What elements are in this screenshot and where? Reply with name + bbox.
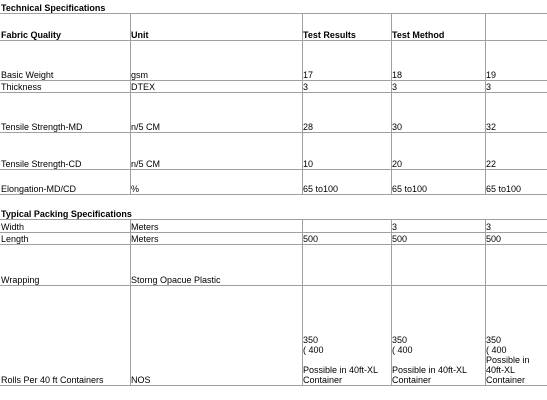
header-unit: Unit (131, 30, 149, 40)
header-empty (485, 13, 547, 40)
row-unit: NOS (131, 375, 151, 385)
grid-line (130, 244, 131, 285)
grid-line (302, 285, 303, 385)
row-value: 3 (392, 222, 398, 232)
row-value: 500 (392, 234, 408, 244)
grid-line (130, 40, 131, 80)
grid-line (130, 169, 131, 194)
grid-line (302, 219, 303, 232)
grid-line (391, 40, 392, 80)
row-value: 10 (303, 159, 314, 169)
grid-line (391, 80, 392, 92)
section-title-packing: Typical Packing Specifications (1, 209, 132, 219)
header-test-results: Test Results (303, 30, 356, 40)
grid-line (391, 132, 392, 169)
grid-line (485, 13, 486, 40)
grid-line (302, 132, 303, 169)
row-value: 3 (486, 222, 492, 232)
header-test-method: Test Method (392, 30, 445, 40)
grid-line (302, 40, 303, 80)
grid-line (485, 285, 486, 385)
row-value: 18 (392, 70, 403, 80)
grid-line (302, 13, 303, 40)
section-title-technical: Technical Specifications (1, 3, 106, 13)
grid-line (391, 244, 392, 285)
row-value (302, 219, 391, 232)
row-unit: gsm (131, 70, 149, 80)
grid-line (391, 169, 392, 194)
grid-line (130, 285, 131, 385)
row-label: Width (1, 222, 25, 232)
grid-line (130, 132, 131, 169)
grid-line (485, 40, 486, 80)
row-label: Length (1, 234, 29, 244)
grid-line (485, 80, 486, 92)
row-label: Elongation-MD/CD (1, 184, 77, 194)
grid-line (130, 92, 131, 132)
grid-line (130, 80, 131, 92)
row-label: Thickness (1, 82, 42, 92)
row-unit: DTEX (131, 82, 156, 92)
grid-line (302, 232, 303, 244)
row-value: 32 (486, 122, 497, 132)
row-value (485, 244, 547, 285)
row-label: Tensile Strength-MD (1, 122, 83, 132)
row-value: 500 (303, 234, 319, 244)
grid-line (485, 132, 486, 169)
row-unit: Meters (131, 222, 159, 232)
grid-line (391, 13, 392, 40)
grid-line (485, 169, 486, 194)
row-value: 30 (392, 122, 403, 132)
row-unit: n/5 CM (131, 122, 161, 132)
header-fabric-quality: Fabric Quality (1, 30, 62, 40)
row-unit: Meters (131, 234, 159, 244)
grid-line (391, 92, 392, 132)
grid-line (0, 385, 547, 386)
grid-line (391, 285, 392, 385)
row-value: 350 ( 400 Possible in 40ft-XL Container (392, 335, 468, 385)
row-value: 350 ( 400 Possible in 40ft-XL Container (486, 335, 530, 385)
grid-line (302, 244, 303, 285)
row-value: 22 (486, 159, 497, 169)
row-value: 65 to100 (392, 184, 428, 194)
row-value: 65 to100 (486, 184, 522, 194)
grid-line (391, 232, 392, 244)
grid-line (485, 92, 486, 132)
grid-line (302, 80, 303, 92)
grid-line (485, 219, 486, 232)
row-value: 20 (392, 159, 403, 169)
row-value: 500 (486, 234, 502, 244)
grid-line (302, 92, 303, 132)
row-label: Rolls Per 40 ft Containers (1, 375, 104, 385)
row-unit: % (131, 184, 140, 194)
row-label: Basic Weight (1, 70, 54, 80)
row-value: 3 (486, 82, 492, 92)
row-label: Tensile Strength-CD (1, 159, 82, 169)
grid-line (0, 194, 547, 195)
row-value: 28 (303, 122, 314, 132)
grid-line (130, 13, 131, 40)
row-unit: Storng Opacue Plastic (131, 275, 221, 285)
row-value (391, 244, 485, 285)
row-value: 19 (486, 70, 497, 80)
row-label: Wrapping (1, 275, 40, 285)
row-value: 65 to100 (303, 184, 339, 194)
grid-line (485, 232, 486, 244)
grid-line (130, 232, 131, 244)
row-unit: n/5 CM (131, 159, 161, 169)
grid-line (485, 244, 486, 285)
grid-line (391, 219, 392, 232)
grid-line (130, 219, 131, 232)
grid-line (302, 169, 303, 194)
row-value: 3 (392, 82, 398, 92)
row-value: 350 ( 400 Possible in 40ft-XL Container (303, 335, 379, 385)
row-value: 3 (303, 82, 309, 92)
row-value: 17 (303, 70, 314, 80)
row-value (302, 244, 391, 285)
